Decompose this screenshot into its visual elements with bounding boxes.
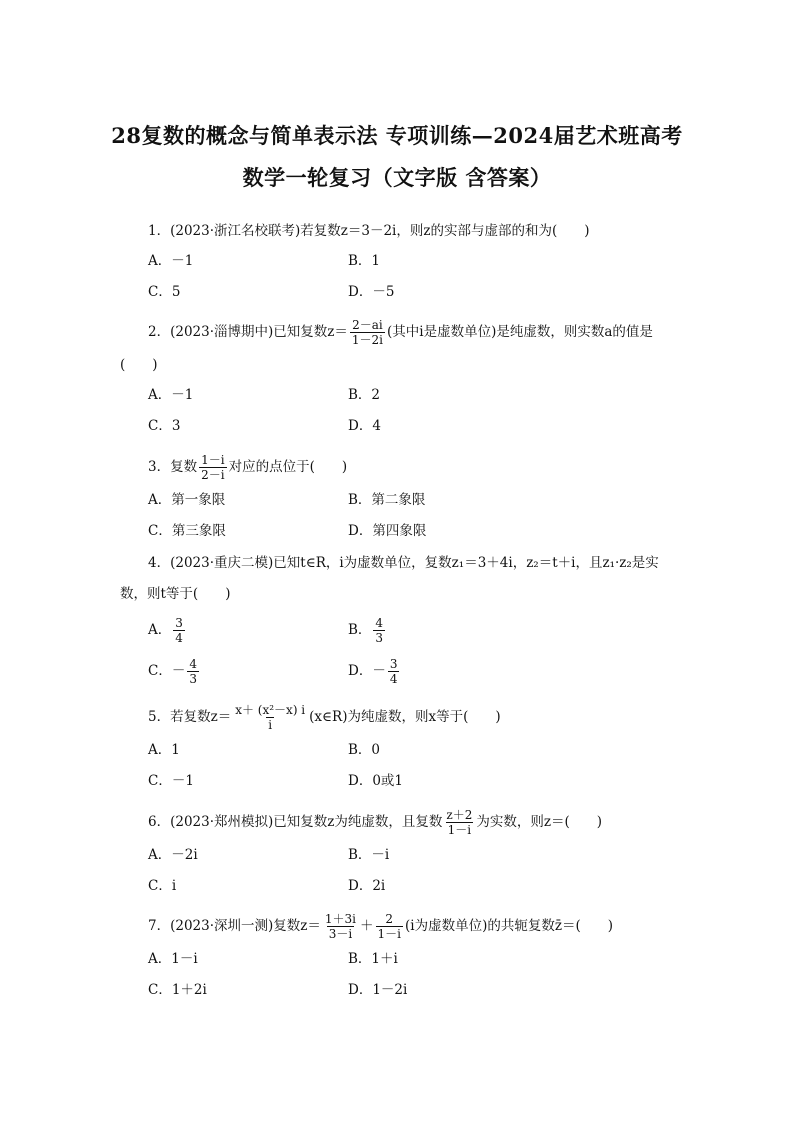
- q1-option-c: C．5: [148, 284, 181, 300]
- q2-option-a: A．－1: [148, 387, 194, 403]
- q2-continuation: ( ): [120, 357, 158, 373]
- q6-option-a: A．－2i: [148, 847, 198, 863]
- q4-b-numerator: 4: [375, 616, 384, 630]
- q7-fraction-2: [376, 912, 403, 941]
- q6-option-c: C．i: [148, 878, 177, 894]
- q4-c-fraction: [187, 657, 199, 686]
- q2-option-d: D．4: [348, 418, 381, 434]
- q5-numerator: x＋ (x²－x) i: [235, 703, 306, 717]
- q4-a-denominator: 4: [175, 631, 183, 645]
- q7-option-c: C．1＋2i: [148, 982, 207, 998]
- q5-option-b: B．0: [348, 742, 381, 758]
- q6-option-b: B．－i: [348, 847, 390, 863]
- q4-c-label: C．－: [148, 663, 186, 679]
- question-2: [148, 318, 653, 347]
- q4-b-fraction: [373, 616, 385, 645]
- q4-option-c: [148, 657, 201, 686]
- q7-plus: ＋: [360, 918, 374, 934]
- q3-prefix: 3．复数: [148, 459, 198, 475]
- q7-fraction-1: [323, 912, 358, 941]
- q6-numerator: z＋2: [446, 808, 473, 822]
- question-6: [148, 808, 602, 837]
- q7-option-a: A．1－i: [148, 951, 198, 967]
- q4-b-denominator: 3: [375, 631, 384, 645]
- q2-prefix: 2．(2023·淄博期中)已知复数z＝: [148, 324, 348, 340]
- q4-d-numerator: 3: [389, 657, 398, 671]
- q6-option-d: D．2i: [348, 878, 386, 894]
- q4-a-fraction: [173, 616, 185, 645]
- q3-option-c: C．第三象限: [148, 523, 226, 539]
- title-line-2: 数学一轮复习（文字版 含答案）: [242, 165, 552, 190]
- q5-option-d: D．0或1: [348, 773, 404, 789]
- q1-option-d: D．－5: [348, 284, 395, 300]
- q5-denominator: i: [268, 718, 273, 732]
- q2-suffix: (其中i是虚数单位)是纯虚数，则实数a的值是: [387, 324, 653, 340]
- q7-prefix: 7．(2023·深圳一测)复数z＝: [148, 918, 321, 934]
- q7-option-b: B．1＋i: [348, 951, 398, 967]
- q4-d-denominator: 4: [389, 672, 398, 686]
- q3-option-b: B．第二象限: [348, 492, 426, 508]
- q4-d-fraction: [388, 657, 400, 686]
- q7-numerator-1: 1＋3i: [324, 912, 356, 926]
- q6-suffix: 为实数，则z＝( ): [476, 814, 603, 830]
- q5-option-a: A．1: [148, 742, 180, 758]
- q4-c-numerator: 4: [189, 657, 197, 671]
- q3-suffix: 对应的点位于( ): [228, 459, 348, 475]
- q3-option-d: D．第四象限: [348, 523, 427, 539]
- q2-denominator: 1－2i: [351, 333, 383, 347]
- q6-denominator: 1－i: [447, 823, 472, 837]
- q5-fraction: [233, 703, 307, 732]
- question-5: [148, 703, 501, 732]
- q7-option-d: D．1－2i: [348, 982, 408, 998]
- q5-suffix: (x∈R)为纯虚数，则x等于( ): [309, 709, 501, 725]
- q5-option-c: C．－1: [148, 773, 194, 789]
- q3-numerator: 1－i: [201, 453, 225, 467]
- q4-option-b: [348, 616, 387, 645]
- q7-numerator-2: 2: [385, 912, 394, 926]
- q5-prefix: 5．若复数z＝: [148, 709, 232, 725]
- q2-fraction: [350, 318, 385, 347]
- q3-option-a: A．第一象限: [148, 492, 226, 508]
- q3-fraction: [199, 453, 226, 482]
- q1-option-b: B．1: [348, 253, 381, 269]
- q4-b-label: B．: [348, 622, 372, 638]
- q3-denominator: 2－i: [201, 468, 225, 482]
- q7-denominator-1: 3－i: [328, 927, 353, 941]
- q2-option-c: C．3: [148, 418, 181, 434]
- q4-a-label: A．: [148, 622, 172, 638]
- q7-denominator-2: 1－i: [377, 927, 401, 941]
- q4-option-d: [348, 657, 401, 686]
- q2-numerator: 2－ai: [352, 318, 383, 332]
- q2-option-b: B．2: [348, 387, 381, 403]
- q6-prefix: 6．(2023·郑州模拟)已知复数z为纯虚数，且复数: [148, 814, 443, 830]
- question-7: [148, 912, 613, 941]
- question-4: 4．(2023·重庆二模)已知t∈R，i为虚数单位，复数z₁＝3＋4i，z₂＝t＋i，且z₁·z₂是实: [148, 555, 659, 571]
- q4-a-numerator: 3: [175, 616, 183, 630]
- q1-option-a: A．－1: [148, 253, 194, 269]
- q4-d-label: D．－: [348, 663, 386, 679]
- question-1: 1．(2023·浙江名校联考)若复数z＝3－2i，则z的实部与虚部的和为( ): [148, 223, 590, 239]
- q7-suffix: (i为虚数单位)的共轭复数z̄＝( ): [404, 918, 613, 934]
- q4-continuation: 数，则t等于( ): [120, 586, 231, 602]
- q4-option-a: [148, 616, 187, 645]
- question-3: [148, 453, 347, 482]
- q4-c-denominator: 3: [189, 672, 197, 686]
- q6-fraction: [444, 808, 474, 837]
- title-line-1: 28复数的概念与简单表示法 专项训练—2024届艺术班高考: [111, 123, 683, 148]
